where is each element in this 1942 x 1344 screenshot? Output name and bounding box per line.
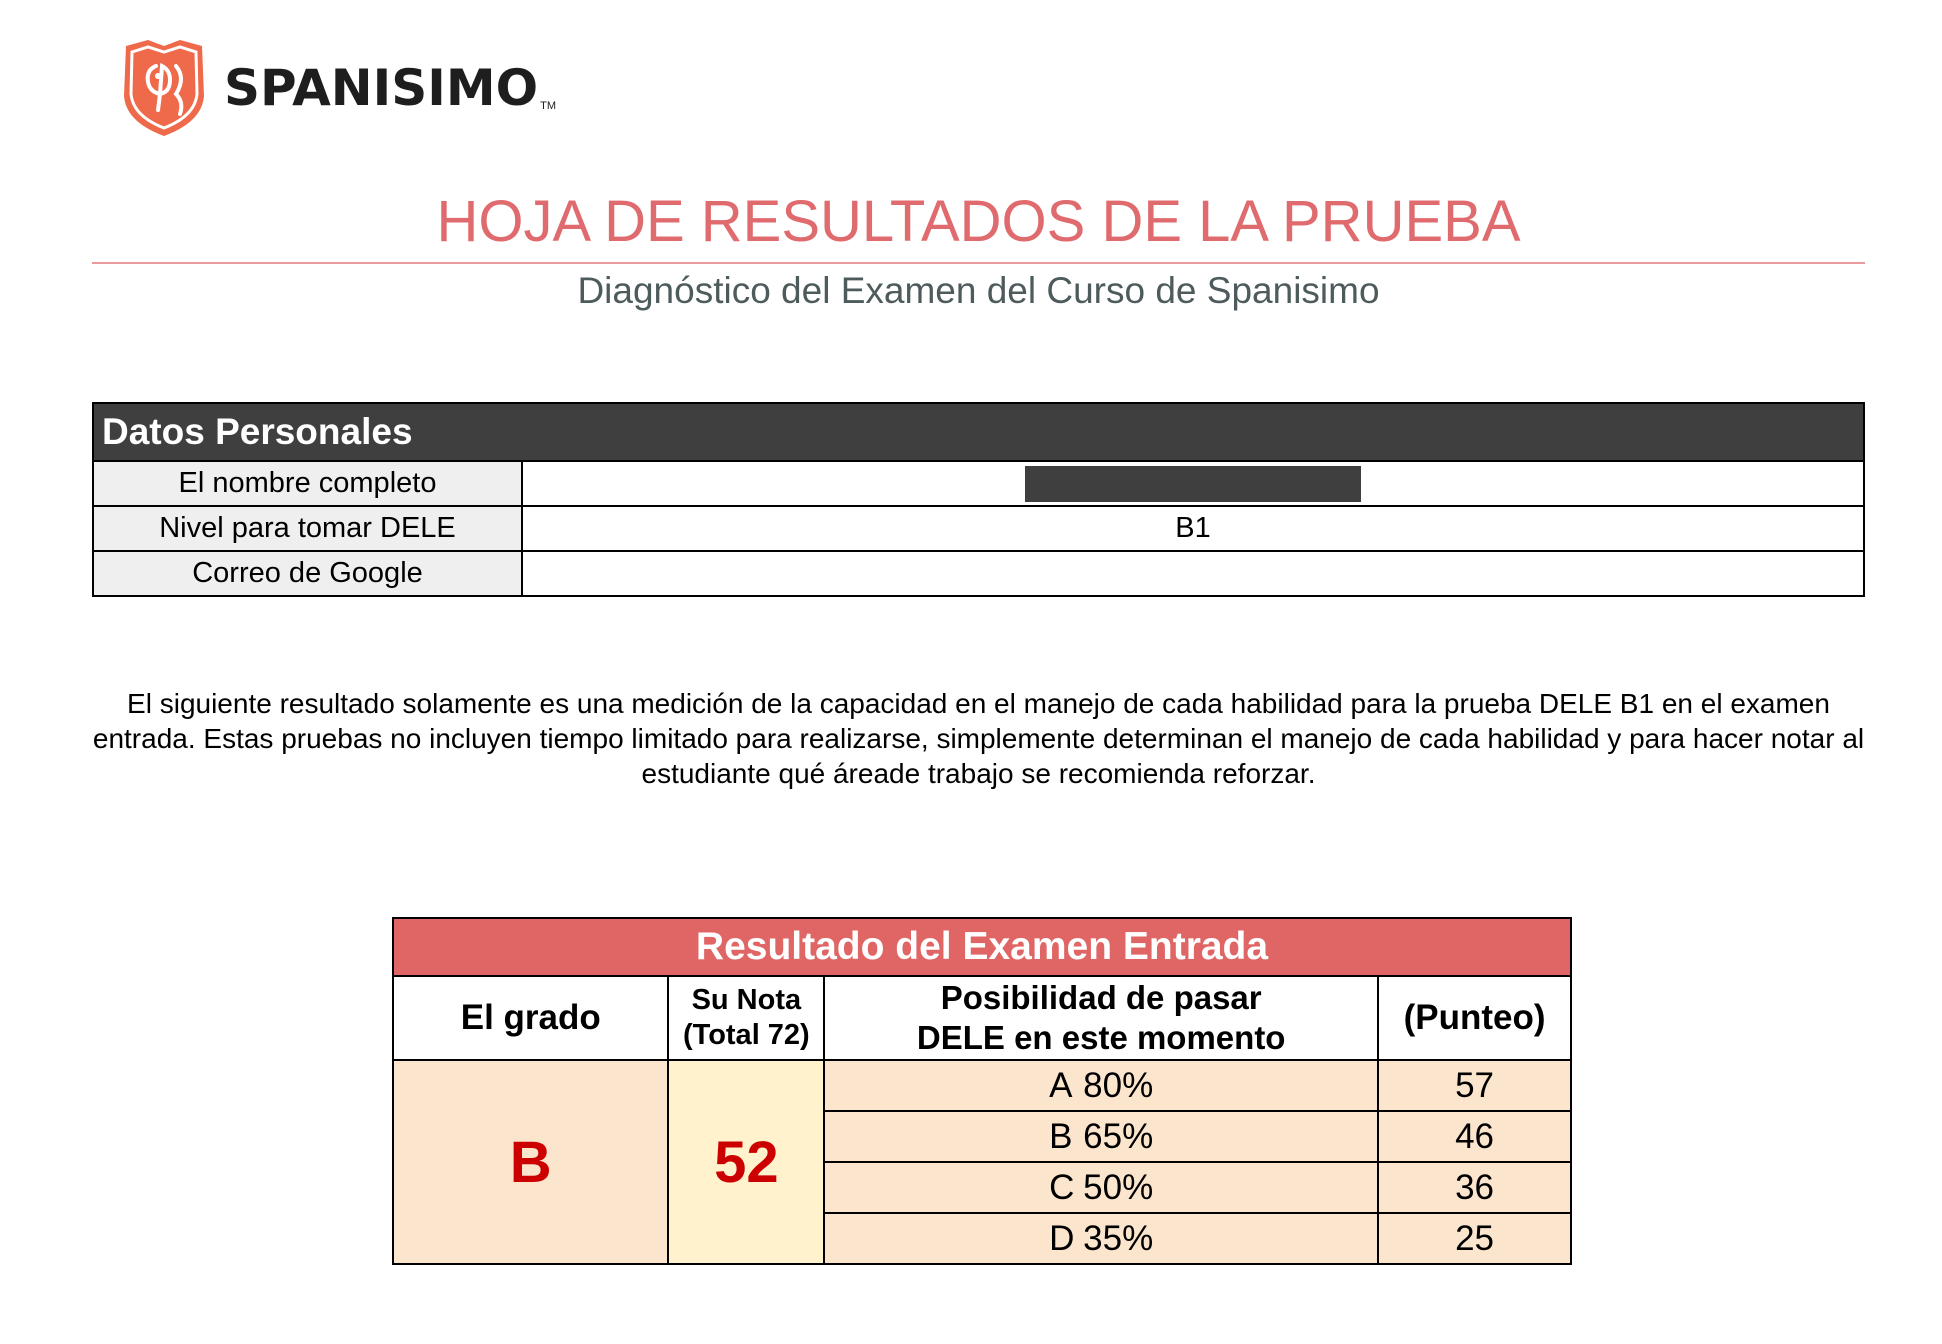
possibility-percent: 50% (1083, 1167, 1154, 1207)
full-name-label: El nombre completo (93, 461, 522, 506)
points-column-header: (Punteo) (1378, 976, 1571, 1060)
possibility-letter: D (1049, 1218, 1075, 1258)
possibility-header-line1: Posibilidad de pasar (940, 979, 1262, 1016)
personal-data-table (92, 402, 1865, 597)
score-header-line1: Su Nota (691, 984, 802, 1016)
possibility-percent: 80% (1083, 1065, 1154, 1105)
possibility-cell (824, 1111, 1378, 1162)
brand-name: SPANISIMO (224, 59, 539, 117)
possibility-cell (824, 1213, 1378, 1264)
results-table (392, 917, 1572, 1265)
results-heading: Resultado del Examen Entrada (393, 918, 1571, 976)
page-subtitle: Diagnóstico del Examen del Curso de Spanisimo (577, 270, 1380, 311)
possibility-letter: A (1049, 1065, 1073, 1105)
table-row (393, 1060, 1571, 1111)
points-cell: 25 (1378, 1213, 1571, 1264)
possibility-cell (824, 1162, 1378, 1213)
table-row (93, 551, 1864, 596)
possibility-column-header (824, 976, 1378, 1060)
points-cell: 36 (1378, 1162, 1571, 1213)
possibility-percent: 65% (1083, 1116, 1154, 1156)
redacted-name-block (1025, 466, 1361, 502)
points-cell: 46 (1378, 1111, 1571, 1162)
brand-logo (118, 36, 556, 140)
full-name-value (522, 461, 1864, 506)
grade-value: B (393, 1060, 668, 1264)
google-email-value (522, 551, 1864, 596)
shield-logo-icon (118, 36, 210, 140)
points-cell: 57 (1378, 1060, 1571, 1111)
title-divider (92, 262, 1865, 264)
page-title: HOJA DE RESULTADOS DE LA PRUEBA (436, 189, 1521, 254)
possibility-letter: B (1049, 1116, 1073, 1156)
score-header-line2: (Total 72) (682, 1019, 810, 1051)
table-row (93, 461, 1864, 506)
description-text: El siguiente resultado solamente es una medición de la capacidad en el manejo de cada habilidad para la prueba DELE B1 en el examen entrada. Estas pruebas no incluyen tiempo limitado para realizarse, simplemente determinan el manejo de cada habilidad y para hacer notar al estudiante qué áreade trabajo se recomienda reforzar. (92, 688, 1865, 789)
trademark-mark: TM (540, 100, 556, 112)
possibility-cell (824, 1060, 1378, 1111)
google-email-label: Correo de Google (93, 551, 522, 596)
grade-column-header: El grado (393, 976, 668, 1060)
possibility-header-line2: DELE en este momento (916, 1019, 1286, 1056)
score-value: 52 (668, 1060, 824, 1264)
dele-level-label: Nivel para tomar DELE (93, 506, 522, 551)
score-column-header (668, 976, 824, 1060)
dele-level-value: B1 (522, 506, 1864, 551)
possibility-percent: 35% (1083, 1218, 1154, 1258)
table-row (93, 506, 1864, 551)
personal-data-heading: Datos Personales (93, 403, 1864, 461)
possibility-letter: C (1049, 1167, 1075, 1207)
